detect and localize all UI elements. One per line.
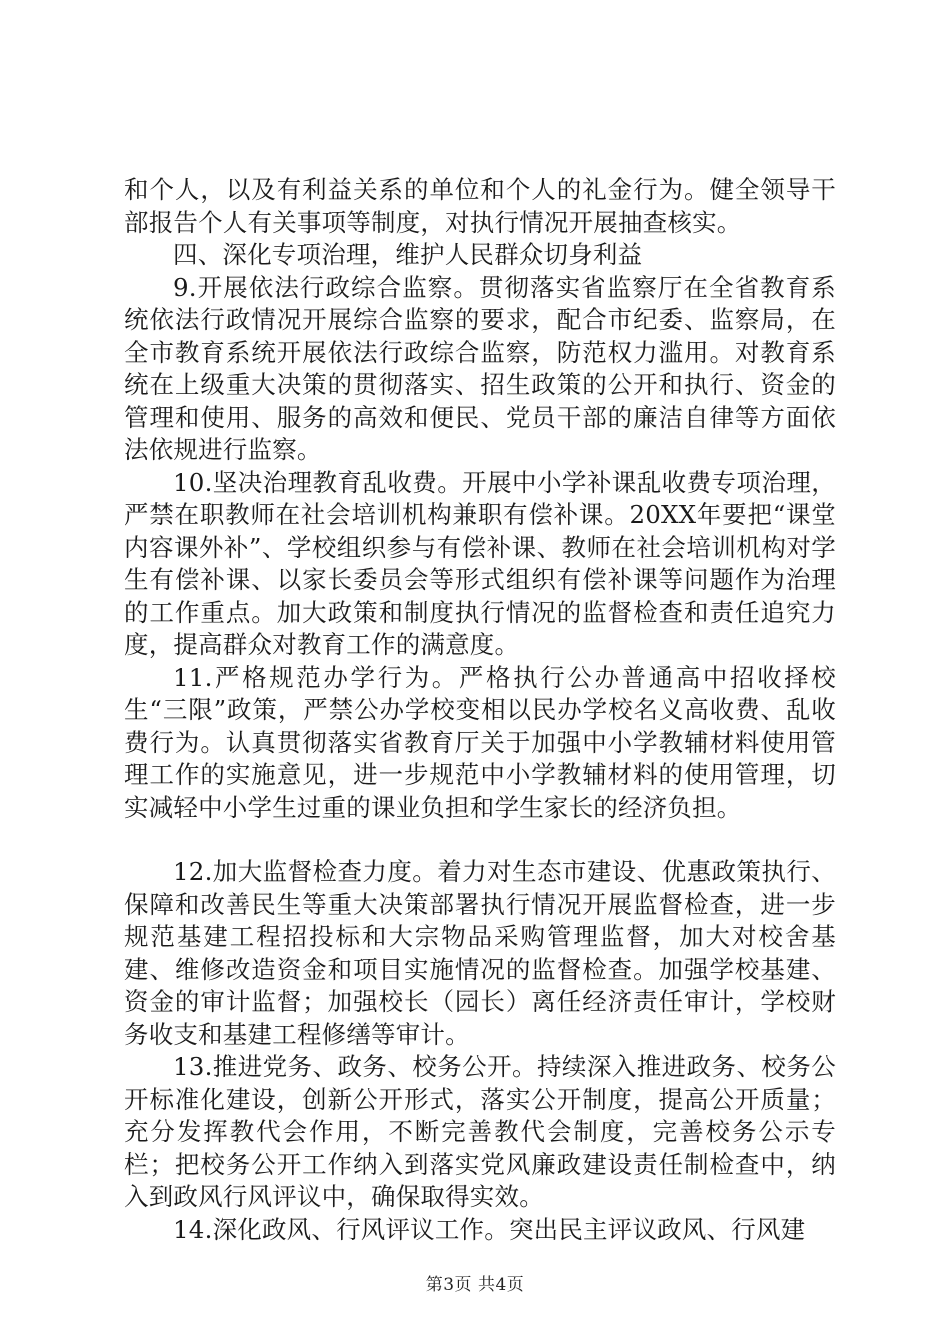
paragraph-item-13: 13.推进党务、政务、校务公开。持续深入推进政务、校务公开标准化建设，创新公开形式，落实公开制度，提高公开质量；充分发挥教代会作用，不断完善教代会制度，完善校务公示专栏；把校务公开工作纳入到落实党风廉政建设责任制检查中，纳入到政风行风评议中，确保取得实效。: [124, 1052, 836, 1211]
paragraph-gap: [124, 824, 836, 856]
page-footer: 第3页 共4页: [425, 1275, 525, 1295]
paragraph-item-10: 10.坚决治理教育乱收费。开展中小学补课乱收费专项治理，严禁在职教师在社会培训机构兼职有偿补课。20XX年要把“课堂内容课外补”、学校组织参与有偿补课、教师在社会培训机构对学生有偿补课、以家长委员会等形式组织有偿补课等问题作为治理的工作重点。加大政策和制度执行情况的监督检查和责任追究力度，提高群众对教育工作的满意度。: [124, 467, 836, 659]
document-body: [124, 174, 836, 1246]
paragraph-item-11-text: 11.严格规范办学行为。严格执行公办普通高中招收择校生“三限”政策，严禁公办学校变相以民办学校名义高收费、乱收费行为。认真贯彻落实省教育厅关于加强中小学教辅材料使用管理工作的实施意见，进一步规范中小学教辅材料的使用管理，切实减轻中小学生过重的课业负担和学生家长的经济负担。: [124, 662, 836, 822]
paragraph-gift-money: 和个人，以及有利益关系的单位和个人的礼金行为。健全领导干部报告个人有关事项等制度，对执行情况开展抽查核实。: [124, 175, 836, 237]
paragraph-item-9: 9.开展依法行政综合监察。贯彻落实省监察厅在全省教育系统依法行政情况开展综合监察的要求，配合市纪委、监察局，在全市教育系统开展依法行政综合监察，防范权力滥用。对教育系统在上级重大决策的贯彻落实、招生政策的公开和执行、资金的管理和使用、服务的高效和便民、党员干部的廉洁自律等方面依法依规进行监察。: [124, 272, 836, 464]
section-heading-special-governance: 四、深化专项治理，维护人民群众切身利益: [173, 240, 643, 269]
paragraph-item-14: 14.深化政风、行风评议工作。突出民主评议政风、行风建: [173, 1214, 806, 1244]
paragraph-item-12: 12.加大监督检查力度。着力对生态市建设、优惠政策执行、保障和改善民生等重大决策部署执行情况开展监督检查，进一步规范基建工程招投标和大宗物品采购管理监督，加大对校舍基建、维修改造资金和项目实施情况的监督检查。加强学校基建、资金的审计监督；加强校长（园长）离任经济责任审计，学校财务收支和基建工程修缮等审计。: [124, 857, 836, 1049]
paragraph-item-11: [124, 662, 836, 825]
